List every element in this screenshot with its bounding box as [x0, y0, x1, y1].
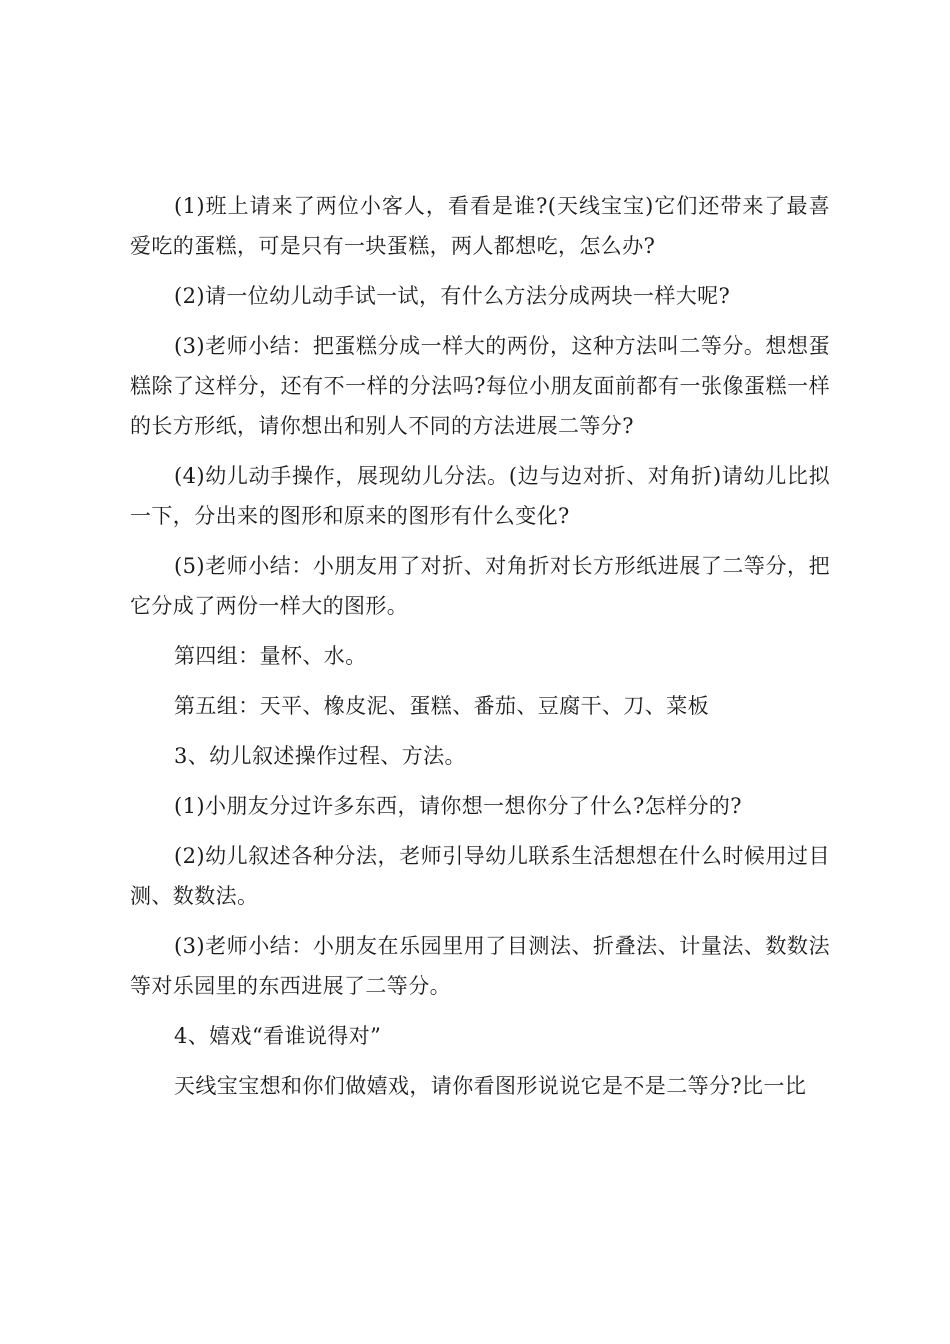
paragraph-9: (1)小朋友分过许多东西，请你想一想你分了什么?怎样分的? — [174, 794, 742, 818]
paragraph-3: (3)老师小结：把蛋糕分成一样大的两份，这种方法叫二等分。想想蛋糕除了这样分，还有不一样的分法吗?每位小朋友面前都有一张像蛋糕一样的长方形纸，请你想出和别人不同的方法进展二等分? — [130, 334, 830, 438]
paragraph-4: (4)幼儿动手操作，展现幼儿分法。(边与边对折、对角折)请幼儿比拟一下，分出来的图形和原来的图形有什么变化? — [130, 464, 830, 528]
paragraph-1: (1)班上请来了两位小客人，看看是谁?(天线宝宝)它们还带来了最喜爱吃的蛋糕，可是只有一块蛋糕，两人都想吃，怎么办? — [130, 194, 830, 258]
paragraph-10: (2)幼儿叙述各种分法，老师引导幼儿联系生活想想在什么时候用过目测、数数法。 — [130, 844, 830, 908]
paragraph-6: 第四组：量杯、水。 — [174, 644, 367, 668]
paragraph-2: (2)请一位幼儿动手试一试，有什么方法分成两块一样大呢? — [174, 284, 731, 308]
paragraph-12: 4、嬉戏“看谁说得对” — [174, 1024, 382, 1048]
document-body — [130, 186, 830, 1116]
paragraph-13: 天线宝宝想和你们做嬉戏，请你看图形说说它是不是二等分?比一比 — [174, 1074, 807, 1098]
paragraph-5: (5)老师小结：小朋友用了对折、对角折对长方形纸进展了二等分，把它分成了两份一样大的图形。 — [130, 554, 830, 618]
paragraph-11: (3)老师小结：小朋友在乐园里用了目测法、折叠法、计量法、数数法等对乐园里的东西进展了二等分。 — [130, 934, 830, 998]
paragraph-8: 3、幼儿叙述操作过程、方法。 — [174, 744, 466, 768]
paragraph-7: 第五组：天平、橡皮泥、蛋糕、番茄、豆腐干、刀、菜板 — [174, 694, 709, 718]
